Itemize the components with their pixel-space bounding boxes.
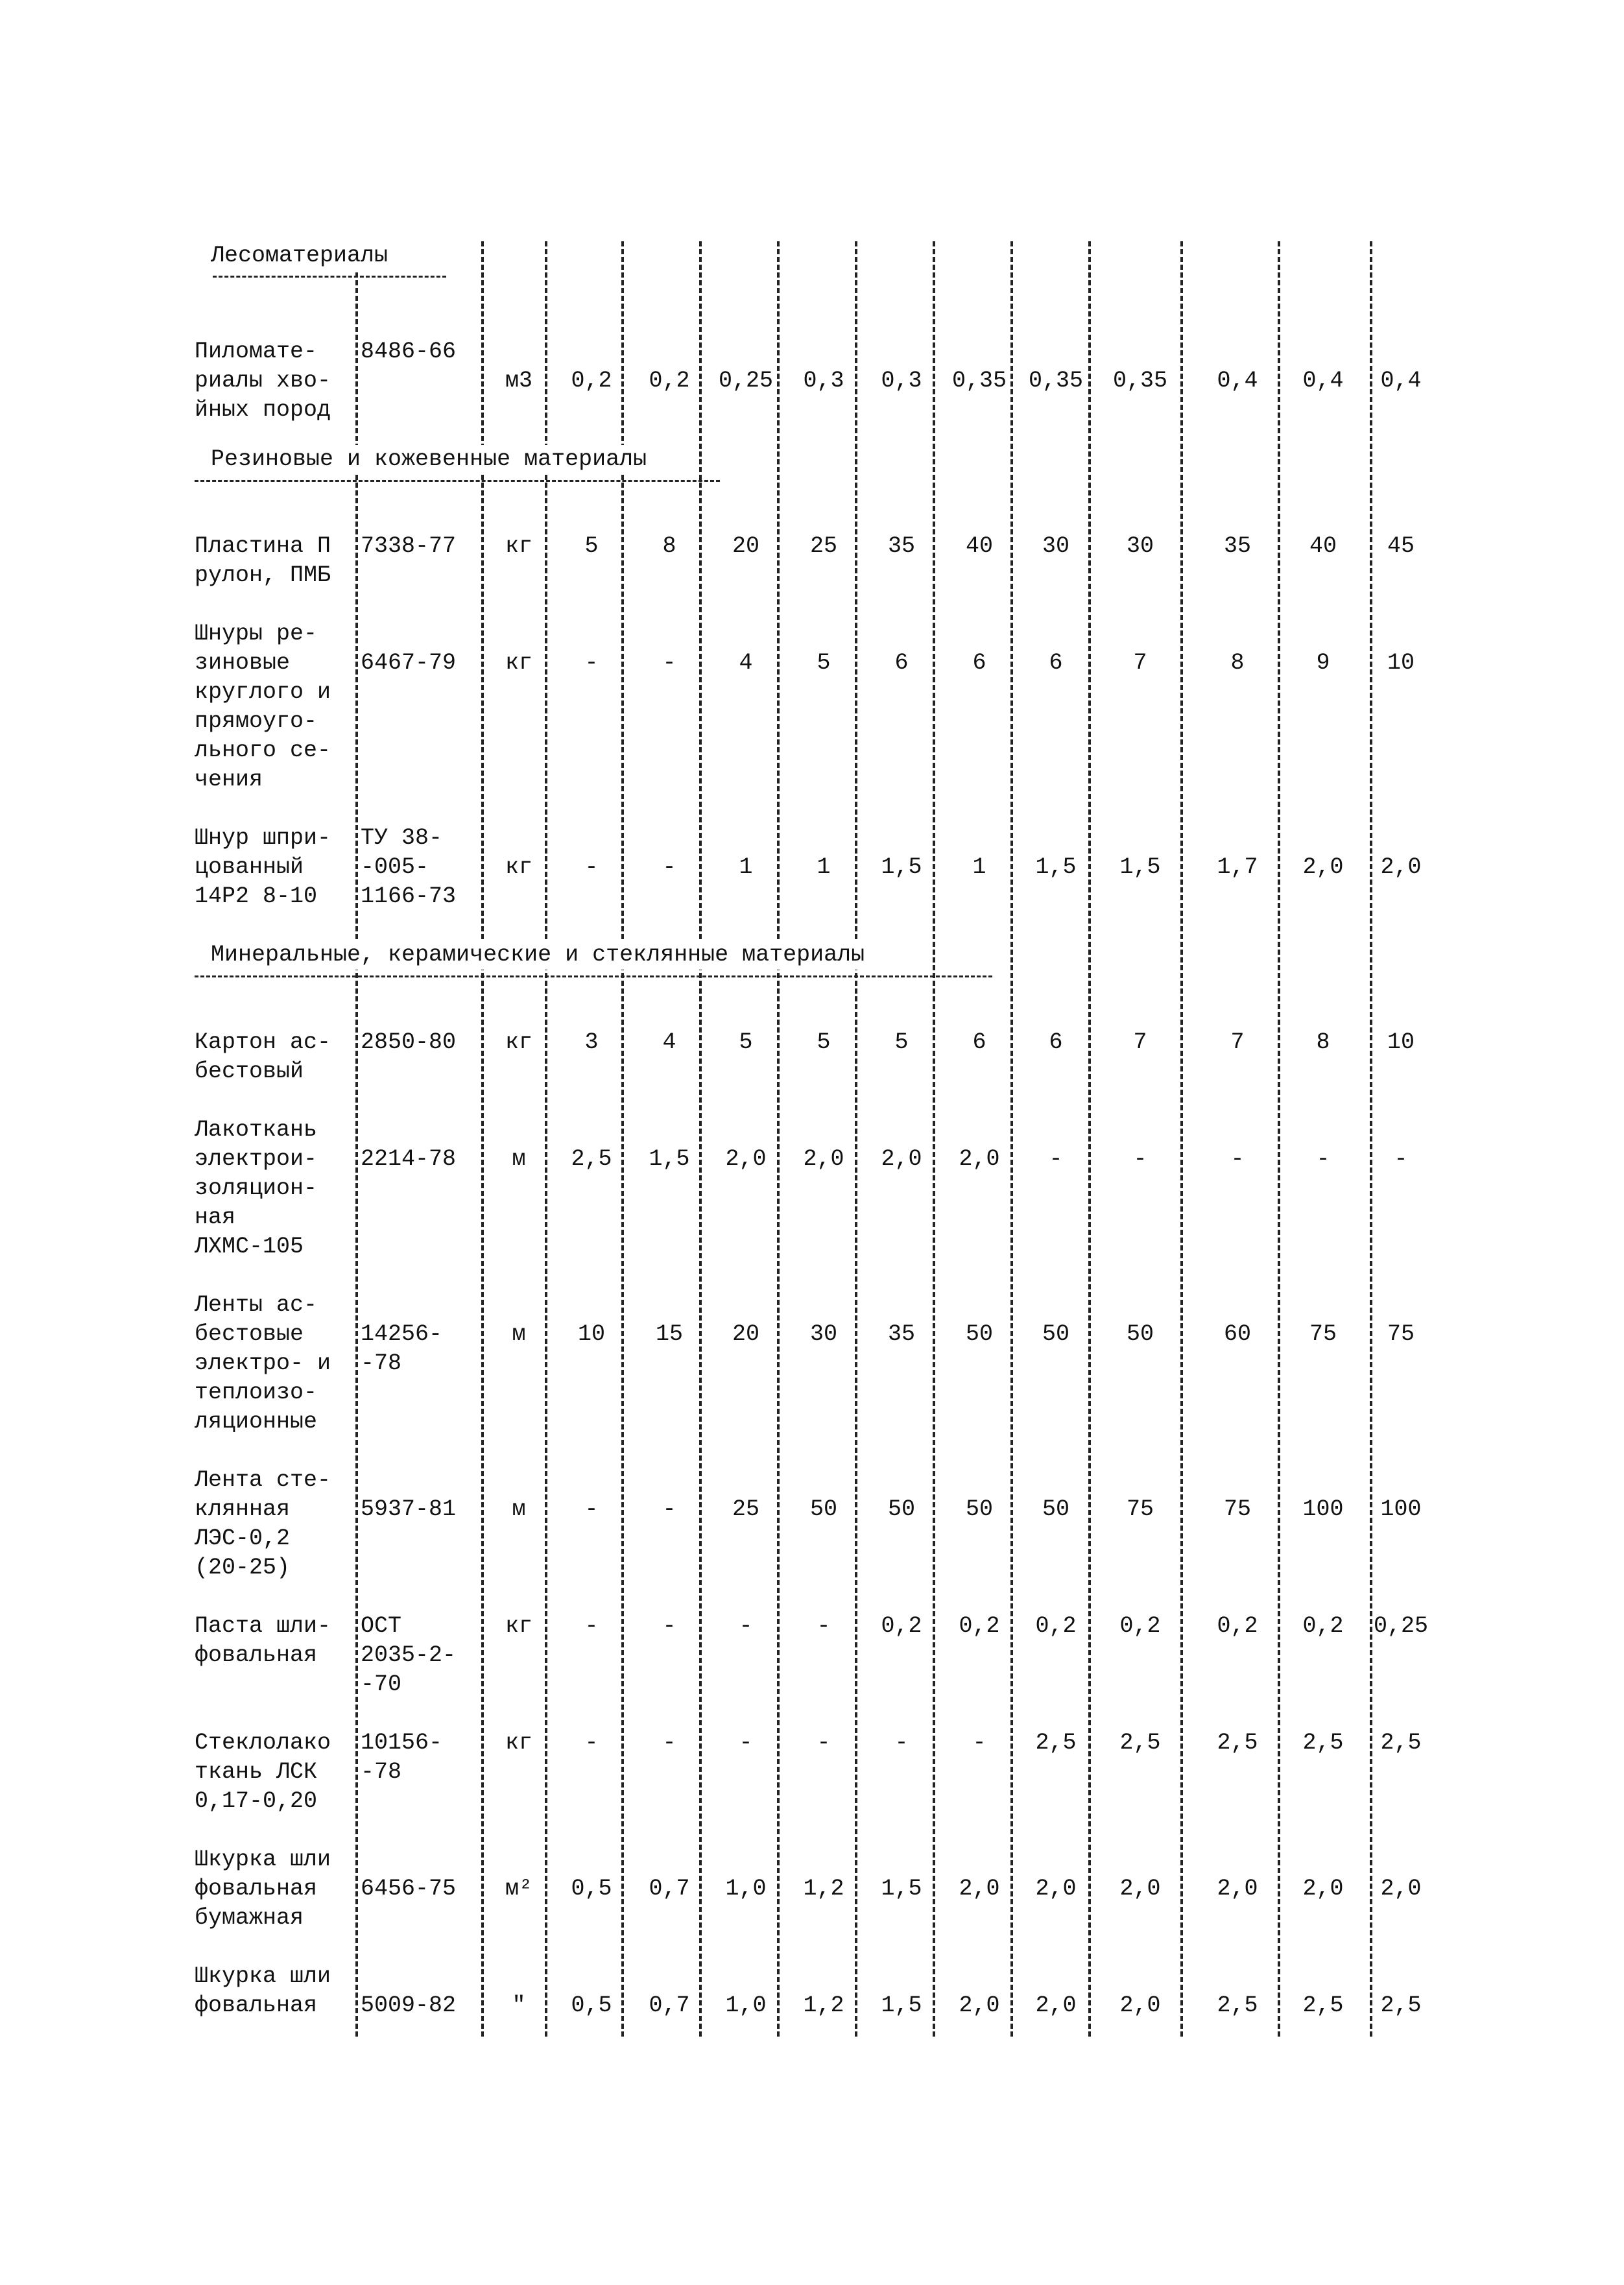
- row-value: 2,0: [1302, 854, 1344, 880]
- row-value: 7: [1133, 650, 1147, 676]
- row-value: 8: [1230, 650, 1245, 676]
- row-value: 40: [965, 533, 993, 559]
- row-standard-line: 7338-77: [361, 533, 457, 559]
- row-name-line: теплоизо-: [195, 1380, 318, 1406]
- row-standard-line: 6467-79: [361, 650, 457, 676]
- row-standard-line: 5009-82: [361, 1992, 457, 2018]
- row-value: 50: [965, 1496, 993, 1522]
- row-name-line: чения: [195, 767, 263, 793]
- row-unit: кг: [505, 1029, 532, 1055]
- row-value: 2,0: [1119, 1876, 1161, 1902]
- column-separator: [1180, 241, 1183, 2037]
- row-value: 10: [1387, 650, 1415, 676]
- row-value: 8: [662, 533, 676, 559]
- row-value: 0,2: [571, 368, 612, 394]
- row-value: -: [817, 1730, 831, 1756]
- row-value: 2,0: [1380, 1876, 1422, 1902]
- column-separator: [1010, 241, 1013, 2037]
- row-value: -: [1316, 1146, 1330, 1172]
- row-value: -: [584, 1613, 599, 1639]
- row-value: 0,35: [1112, 368, 1167, 394]
- row-unit: м²: [505, 1876, 532, 1902]
- row-value: 2,0: [1035, 1992, 1077, 2018]
- row-value: 0,3: [881, 368, 922, 394]
- column-separator: [621, 241, 624, 2037]
- row-value: 2,0: [1035, 1876, 1077, 1902]
- row-standard-line: 2035-2-: [361, 1642, 457, 1668]
- column-separator: [355, 241, 358, 2037]
- row-name-line: Пиломате-: [195, 339, 318, 365]
- row-value: -: [662, 650, 676, 676]
- row-value: -: [817, 1613, 831, 1639]
- row-name-line: фовальная: [195, 1642, 318, 1668]
- row-value: 0,2: [1302, 1613, 1344, 1639]
- row-value: 0,25: [718, 368, 773, 394]
- row-name-line: Паста шли-: [195, 1613, 331, 1639]
- row-value: 0,2: [1217, 1613, 1258, 1639]
- row-unit: ": [512, 1992, 526, 2018]
- row-value: -: [584, 854, 599, 880]
- row-value: 1,5: [1119, 854, 1161, 880]
- row-value: 50: [809, 1496, 837, 1522]
- row-standard-line: 2850-80: [361, 1029, 457, 1055]
- column-separator: [545, 241, 547, 2037]
- row-value: 4: [662, 1029, 676, 1055]
- row-name-line: ляционные: [195, 1409, 318, 1435]
- row-standard-line: -005-: [361, 854, 429, 880]
- row-name-line: ЛЭС-0,2: [195, 1525, 291, 1551]
- row-name-line: цованный: [195, 854, 304, 880]
- row-name-line: йных пород: [195, 397, 331, 423]
- row-name-line: 0,17-0,20: [195, 1788, 318, 1814]
- row-value: 0,2: [1035, 1613, 1077, 1639]
- row-value: 0,35: [951, 368, 1007, 394]
- row-value: 25: [732, 1496, 759, 1522]
- row-value: -: [894, 1730, 909, 1756]
- row-unit: кг: [505, 1613, 532, 1639]
- row-value: 0,7: [649, 1876, 690, 1902]
- row-value: 0,2: [1119, 1613, 1161, 1639]
- row-value: 3: [584, 1029, 599, 1055]
- row-value: -: [662, 1730, 676, 1756]
- row-value: 20: [732, 533, 759, 559]
- row-value: 0,25: [1373, 1613, 1428, 1639]
- row-value: -: [739, 1613, 753, 1639]
- row-value: 50: [1042, 1496, 1069, 1522]
- row-value: 5: [894, 1029, 909, 1055]
- row-value: 75: [1126, 1496, 1154, 1522]
- row-value: 1,7: [1217, 854, 1258, 880]
- row-name-line: Шкурка шли: [195, 1847, 331, 1872]
- row-value: 35: [1223, 533, 1251, 559]
- row-value: -: [662, 1496, 676, 1522]
- row-value: 50: [887, 1496, 915, 1522]
- section-underline: [213, 276, 446, 278]
- row-value: 6: [972, 1029, 986, 1055]
- row-value: 9: [1316, 650, 1330, 676]
- row-value: 1,0: [725, 1992, 767, 2018]
- row-value: 1,5: [649, 1146, 690, 1172]
- row-value: -: [662, 854, 676, 880]
- row-value: 100: [1302, 1496, 1344, 1522]
- column-separator: [1278, 241, 1280, 2037]
- row-value: 2,5: [1119, 1730, 1161, 1756]
- row-value: 2,5: [1380, 1730, 1422, 1756]
- row-unit: м3: [505, 368, 532, 394]
- row-value: -: [662, 1613, 676, 1639]
- column-separator: [933, 241, 935, 2037]
- row-value: 2,5: [571, 1146, 612, 1172]
- row-standard-line: 2214-78: [361, 1146, 457, 1172]
- row-name-line: фовальная: [195, 1876, 318, 1902]
- row-name-line: электро- и: [195, 1350, 331, 1376]
- row-value: 1: [739, 854, 753, 880]
- row-standard-line: 8486-66: [361, 339, 457, 365]
- column-separator: [699, 241, 702, 2037]
- row-name-line: электрои-: [195, 1146, 318, 1172]
- row-name-line: зиновые: [195, 650, 291, 676]
- row-standard-line: ТУ 38-: [361, 825, 443, 851]
- row-standard-line: 14256-: [361, 1321, 443, 1347]
- row-value: 20: [732, 1321, 759, 1347]
- row-value: 0,5: [571, 1992, 612, 2018]
- row-name-line: ная: [195, 1204, 236, 1230]
- row-value: 2,0: [881, 1146, 922, 1172]
- row-name-line: 14Р2 8-10: [195, 883, 318, 909]
- row-unit: кг: [505, 650, 532, 676]
- row-value: 100: [1380, 1496, 1422, 1522]
- row-name-line: Шнуры ре-: [195, 621, 318, 647]
- row-value: 5: [817, 650, 831, 676]
- row-value: 1,5: [881, 854, 922, 880]
- row-value: 2,0: [1217, 1876, 1258, 1902]
- row-value: 50: [1126, 1321, 1154, 1347]
- row-value: 50: [965, 1321, 993, 1347]
- row-value: 7: [1230, 1029, 1245, 1055]
- row-value: 10: [1387, 1029, 1415, 1055]
- row-value: 1,0: [725, 1876, 767, 1902]
- row-unit: м: [512, 1496, 526, 1522]
- row-name-line: золяцион-: [195, 1175, 318, 1201]
- row-value: -: [972, 1730, 986, 1756]
- section-underline: [195, 975, 992, 977]
- row-value: -: [584, 650, 599, 676]
- row-name-line: Шкурка шли: [195, 1963, 331, 1989]
- row-value: 5: [584, 533, 599, 559]
- row-value: 0,5: [571, 1876, 612, 1902]
- row-value: 2,0: [1302, 1876, 1344, 1902]
- row-value: 5: [739, 1029, 753, 1055]
- row-name-line: бестовый: [195, 1059, 304, 1084]
- row-value: 25: [809, 533, 837, 559]
- row-standard-line: -70: [361, 1671, 402, 1697]
- row-value: 30: [1042, 533, 1069, 559]
- row-value: -: [1133, 1146, 1147, 1172]
- row-value: 35: [887, 533, 915, 559]
- row-value: 35: [887, 1321, 915, 1347]
- row-value: 6: [894, 650, 909, 676]
- row-value: 2,5: [1035, 1730, 1077, 1756]
- row-value: 10: [577, 1321, 605, 1347]
- row-standard-line: ОСТ: [361, 1613, 402, 1639]
- row-value: -: [1049, 1146, 1063, 1172]
- column-separator: [481, 241, 484, 2037]
- row-value: 0,4: [1217, 368, 1258, 394]
- row-value: -: [1394, 1146, 1408, 1172]
- row-name-line: клянная: [195, 1496, 291, 1522]
- row-value: -: [584, 1730, 599, 1756]
- row-value: 2,5: [1217, 1730, 1258, 1756]
- row-value: 0,2: [649, 368, 690, 394]
- row-value: 50: [1042, 1321, 1069, 1347]
- row-value: 2,5: [1302, 1992, 1344, 2018]
- row-value: 2,5: [1217, 1992, 1258, 2018]
- row-value: 0,3: [803, 368, 844, 394]
- row-standard-line: 6456-75: [361, 1876, 457, 1902]
- row-value: 75: [1387, 1321, 1415, 1347]
- row-name-line: Шнур шпри-: [195, 825, 331, 851]
- column-separator: [1370, 241, 1372, 2037]
- row-value: 8: [1316, 1029, 1330, 1055]
- row-value: 0,4: [1380, 368, 1422, 394]
- row-value: 0,2: [959, 1613, 1000, 1639]
- row-value: 1: [972, 854, 986, 880]
- row-name-line: ЛХМС-105: [195, 1234, 304, 1260]
- row-value: 1: [817, 854, 831, 880]
- row-value: 2,5: [1380, 1992, 1422, 2018]
- row-unit: кг: [505, 1730, 532, 1756]
- row-standard-line: 10156-: [361, 1730, 443, 1756]
- row-name-line: ткань ЛСК: [195, 1759, 318, 1785]
- row-value: 2,0: [725, 1146, 767, 1172]
- row-value: 7: [1133, 1029, 1147, 1055]
- row-value: 45: [1387, 533, 1415, 559]
- row-value: -: [739, 1730, 753, 1756]
- row-unit: кг: [505, 854, 532, 880]
- row-value: 2,0: [959, 1876, 1000, 1902]
- row-value: 2,5: [1302, 1730, 1344, 1756]
- row-name-line: бестовые: [195, 1321, 304, 1347]
- row-standard-line: 1166-73: [361, 883, 457, 909]
- row-name-line: Лакоткань: [195, 1117, 318, 1143]
- row-standard-line: -78: [361, 1759, 402, 1785]
- row-value: 2,0: [959, 1992, 1000, 2018]
- row-value: 40: [1309, 533, 1337, 559]
- row-value: 6: [972, 650, 986, 676]
- row-name-line: фовальная: [195, 1992, 318, 2018]
- column-separator: [855, 241, 857, 2037]
- row-value: -: [1230, 1146, 1245, 1172]
- row-value: 0,7: [649, 1992, 690, 2018]
- row-value: 75: [1309, 1321, 1337, 1347]
- row-value: 0,2: [881, 1613, 922, 1639]
- row-value: 2,0: [1119, 1992, 1161, 2018]
- row-value: 60: [1223, 1321, 1251, 1347]
- row-value: 4: [739, 650, 753, 676]
- row-value: 1,5: [881, 1876, 922, 1902]
- row-value: 75: [1223, 1496, 1251, 1522]
- row-name-line: Стеклолако: [195, 1730, 331, 1756]
- row-value: 15: [655, 1321, 683, 1347]
- row-value: 30: [1126, 533, 1154, 559]
- row-name-line: Картон ас-: [195, 1029, 331, 1055]
- row-unit: м: [512, 1146, 526, 1172]
- column-separator: [777, 241, 780, 2037]
- row-name-line: Ленты ас-: [195, 1292, 318, 1318]
- row-name-line: риалы хво-: [195, 368, 331, 394]
- row-unit: м: [512, 1321, 526, 1347]
- section-title: Минеральные, керамические и стеклянные материалы: [211, 940, 868, 970]
- row-value: 2,0: [959, 1146, 1000, 1172]
- row-name-line: Лента сте-: [195, 1467, 331, 1493]
- row-standard-line: -78: [361, 1350, 402, 1376]
- row-name-line: прямоуго-: [195, 708, 318, 734]
- row-value: 5: [817, 1029, 831, 1055]
- row-name-line: рулон, ПМБ: [195, 562, 331, 588]
- section-title: Резиновые и кожевенные материалы: [211, 445, 651, 474]
- row-name-line: бумажная: [195, 1905, 304, 1931]
- section-title: Лесоматериалы: [211, 241, 392, 270]
- row-value: 1,2: [803, 1876, 844, 1902]
- row-value: 0,4: [1302, 368, 1344, 394]
- row-value: 6: [1049, 650, 1063, 676]
- row-value: 30: [809, 1321, 837, 1347]
- row-value: 1,5: [881, 1992, 922, 2018]
- row-value: 1,2: [803, 1992, 844, 2018]
- row-standard-line: 5937-81: [361, 1496, 457, 1522]
- row-value: -: [584, 1496, 599, 1522]
- row-value: 2,0: [1380, 854, 1422, 880]
- row-name-line: круглого и: [195, 679, 331, 705]
- row-value: 2,0: [803, 1146, 844, 1172]
- row-name-line: льного се-: [195, 737, 331, 763]
- row-value: 0,35: [1028, 368, 1083, 394]
- section-underline: [195, 480, 720, 482]
- row-name-line: (20-25): [195, 1555, 291, 1581]
- row-unit: кг: [505, 533, 532, 559]
- row-value: 6: [1049, 1029, 1063, 1055]
- row-value: 1,5: [1035, 854, 1077, 880]
- row-name-line: Пластина П: [195, 533, 331, 559]
- column-separator: [1088, 241, 1091, 2037]
